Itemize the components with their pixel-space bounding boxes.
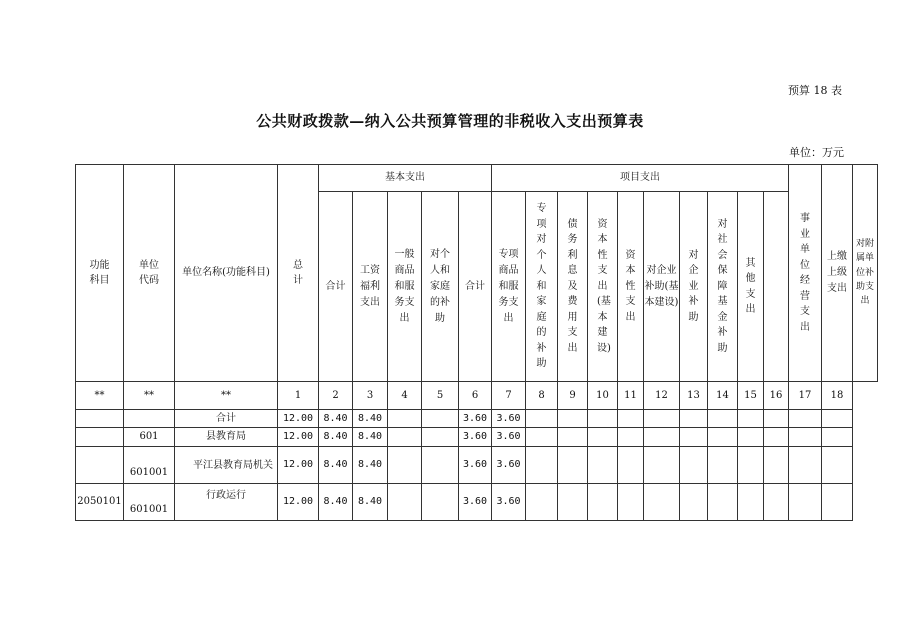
index-cell: ** [76,382,124,410]
header-wage: 工资福利支出 [353,192,388,382]
cell-empty [388,484,422,521]
cell-empty [764,410,789,428]
cell-empty [738,447,764,484]
cell-special-goods: 3.60 [492,410,526,428]
cell-special-goods: 3.60 [492,428,526,447]
cell-empty [618,410,644,428]
cell-empty [618,428,644,447]
cell-empty [526,428,558,447]
header-other: 其他支出 [738,192,764,382]
header-row-1 [76,165,878,192]
cell-basic-total: 8.40 [319,484,353,521]
index-cell: 18 [822,382,853,410]
header-capital: 资本性支出 [618,192,644,382]
cell-empty [822,484,853,521]
index-cell: 6 [459,382,492,410]
budget-table [75,164,878,521]
cell-code: 601001 [124,484,175,521]
cell-func [76,428,124,447]
cell-code [124,410,175,428]
cell-wage: 8.40 [353,410,388,428]
cell-code: 601001 [124,447,175,484]
cell-empty [588,428,618,447]
header-goods: 一般商品和服务支出 [388,192,422,382]
cell-empty [644,428,680,447]
cell-empty [822,410,853,428]
cell-code: 601 [124,428,175,447]
index-cell: ** [124,382,175,410]
index-cell: 4 [388,382,422,410]
form-number: 预算 18 表 [788,84,842,97]
cell-empty [588,410,618,428]
cell-special-goods: 3.60 [492,447,526,484]
header-name: 单位名称(功能科目) [175,165,278,382]
index-cell: 14 [708,382,738,410]
cell-total: 12.00 [278,428,319,447]
header-special-goods: 专项商品和服务支出 [492,192,526,382]
cell-proj-total: 3.60 [459,410,492,428]
cell-empty [708,410,738,428]
cell-func: 2050101 [76,484,124,521]
cell-empty [618,447,644,484]
header-basic-total: 合计 [319,192,353,382]
cell-empty [680,428,708,447]
cell-empty [822,447,853,484]
index-cell: 10 [588,382,618,410]
cell-name: 行政运行 [175,484,278,521]
index-cell: ** [175,382,278,410]
cell-wage: 8.40 [353,428,388,447]
cell-empty [789,410,822,428]
cell-name: 县教育局 [175,428,278,447]
header-project-group: 项目支出 [492,165,789,192]
index-cell: 7 [492,382,526,410]
cell-empty [644,484,680,521]
index-cell: 11 [618,382,644,410]
header-ent-sub: 对企业补助 [680,192,708,382]
cell-basic-total: 8.40 [319,447,353,484]
cell-empty [558,484,588,521]
cell-empty [388,428,422,447]
cell-empty [738,428,764,447]
cell-empty [680,410,708,428]
cell-empty [708,484,738,521]
index-cell: 2 [319,382,353,410]
table-row [76,447,878,484]
cell-empty [388,447,422,484]
cell-special-goods: 3.60 [492,484,526,521]
index-cell: 8 [526,382,558,410]
cell-empty [588,484,618,521]
table-row [76,428,878,447]
cell-func [76,410,124,428]
cell-empty [764,484,789,521]
index-cell: 9 [558,382,588,410]
cell-empty [526,410,558,428]
cell-total: 12.00 [278,484,319,521]
index-cell: 15 [738,382,764,410]
cell-basic-total: 8.40 [319,410,353,428]
cell-name: 合计 [175,410,278,428]
index-cell: 1 [278,382,319,410]
cell-total: 12.00 [278,447,319,484]
header-affil: 对附属单位补助支出 [853,165,878,382]
index-cell: 16 [764,382,789,410]
unit-label: 单位：万元 [789,146,844,159]
cell-empty [526,484,558,521]
cell-empty [558,447,588,484]
cell-empty [789,447,822,484]
cell-empty [422,447,459,484]
index-cell: 17 [789,382,822,410]
cell-empty [789,484,822,521]
header-family: 对个人和家庭的补助 [422,192,459,382]
cell-empty [738,484,764,521]
header-inst-oper: 事业单位经营支出 [789,165,822,382]
cell-proj-total: 3.60 [459,484,492,521]
cell-empty [644,447,680,484]
header-basic-group: 基本支出 [319,165,492,192]
cell-empty [558,410,588,428]
header-total: 总计 [278,165,319,382]
header-func: 功能科目 [76,165,124,382]
cell-proj-total: 3.60 [459,428,492,447]
cell-basic-total: 8.40 [319,428,353,447]
index-row [76,382,878,410]
table-row [76,484,878,521]
cell-name: 平江县教育局机关 [175,447,278,484]
cell-empty [764,447,789,484]
table-row [76,410,878,428]
header-code: 单位代码 [124,165,175,382]
page-title: 公共财政拨款—纳入公共预算管理的非税收入支出预算表 [256,112,644,130]
header-ent-sub-basic: 对企业补助(基本建设) [644,192,680,382]
cell-empty [738,410,764,428]
cell-empty [644,410,680,428]
index-cell: 3 [353,382,388,410]
cell-proj-total: 3.60 [459,447,492,484]
cell-empty [764,428,789,447]
cell-func [76,447,124,484]
cell-empty [526,447,558,484]
cell-empty [708,447,738,484]
cell-empty [822,428,853,447]
cell-empty [388,410,422,428]
cell-empty [680,447,708,484]
header-proj-total: 合计 [459,192,492,382]
cell-empty [680,484,708,521]
cell-wage: 8.40 [353,484,388,521]
cell-empty [588,447,618,484]
cell-empty [422,428,459,447]
cell-empty [558,428,588,447]
header-debt: 债务利息及费用支出 [558,192,588,382]
index-cell: 5 [422,382,459,410]
header-capital-basic: 资本性支出(基本建设) [588,192,618,382]
cell-empty [422,484,459,521]
cell-empty [708,428,738,447]
cell-empty [422,410,459,428]
cell-total: 12.00 [278,410,319,428]
header-social-fund: 对社会保障基金补助 [708,192,738,382]
cell-wage: 8.40 [353,447,388,484]
cell-empty [789,428,822,447]
cell-empty [618,484,644,521]
header-turn-up: 上缴上级支出 [822,165,853,382]
header-special-family: 专项对个人和家庭的补助 [526,192,558,382]
index-cell: 12 [644,382,680,410]
index-cell: 13 [680,382,708,410]
